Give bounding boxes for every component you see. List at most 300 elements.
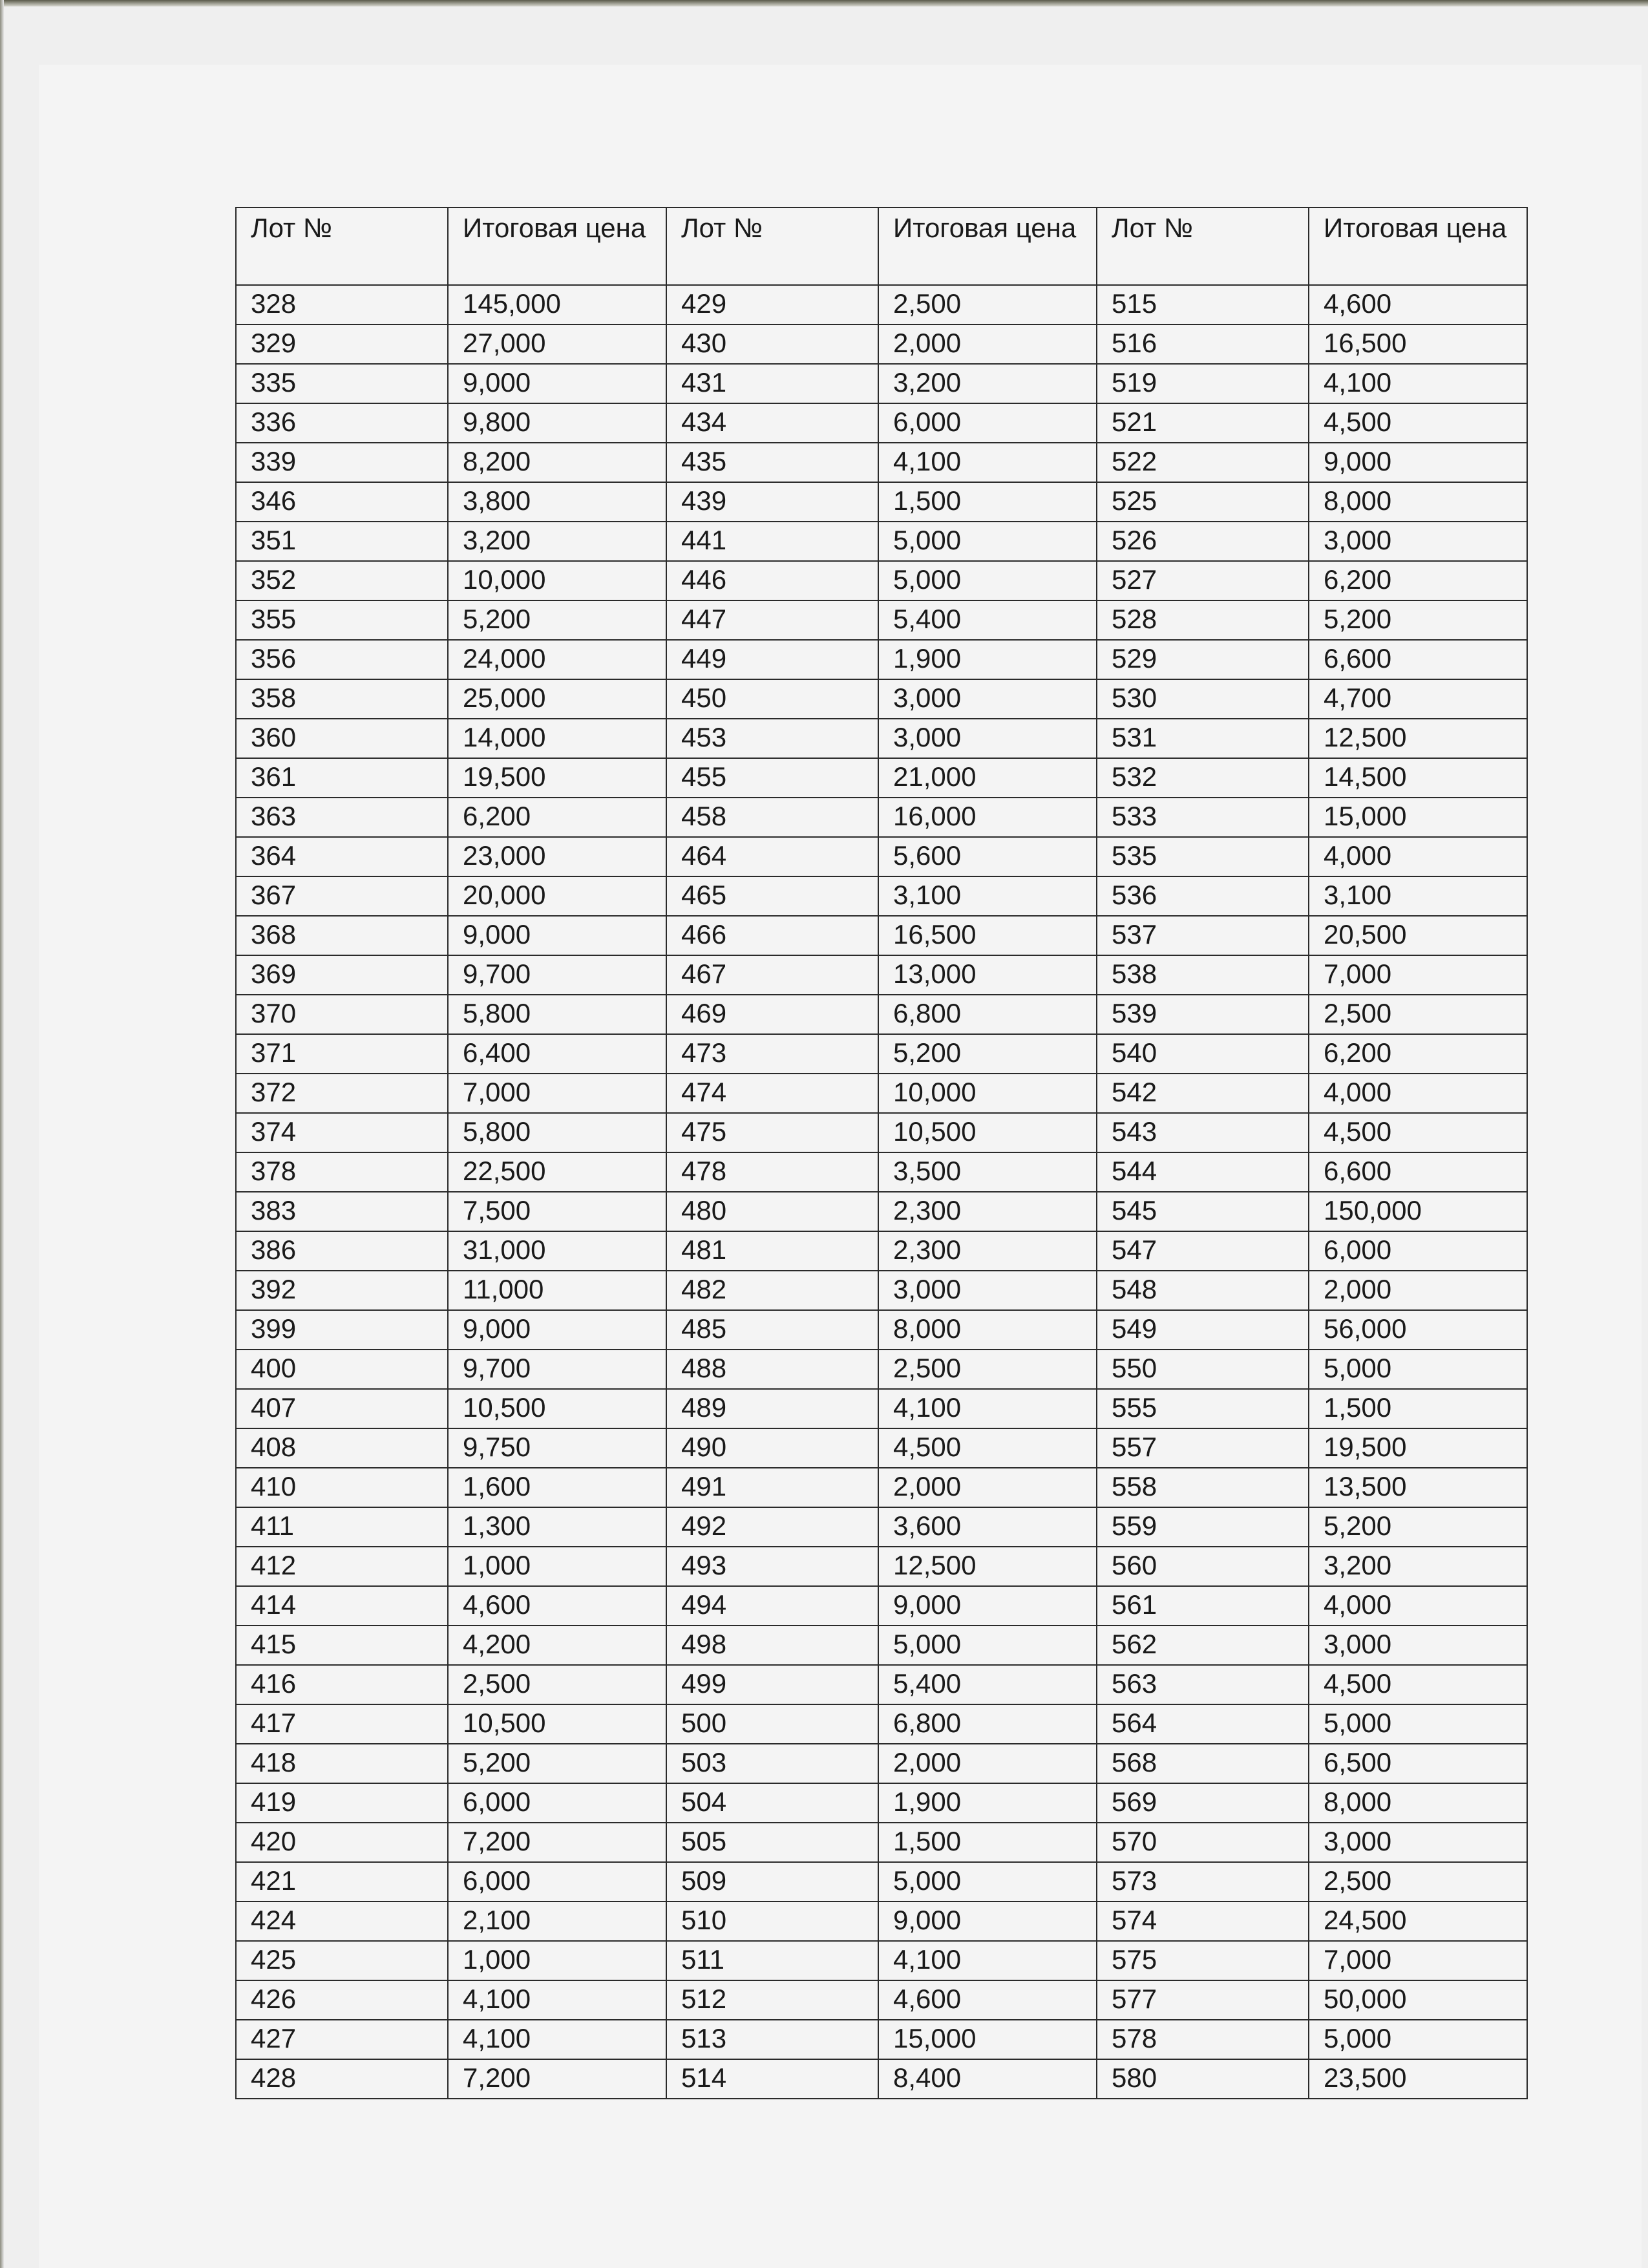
lot-number-cell: 370 [236, 995, 448, 1034]
lot-number-cell: 543 [1097, 1113, 1309, 1152]
final-price-cell: 23,500 [1309, 2059, 1527, 2099]
final-price-cell: 5,000 [1309, 1350, 1527, 1389]
final-price-cell: 16,500 [1309, 324, 1527, 364]
lot-number-cell: 521 [1097, 403, 1309, 443]
table-row [236, 1862, 1527, 1902]
lot-number-cell: 336 [236, 403, 448, 443]
lot-number-cell: 455 [666, 758, 878, 798]
lot-number-cell: 578 [1097, 2020, 1309, 2059]
lot-number-cell: 542 [1097, 1074, 1309, 1113]
final-price-cell: 7,000 [448, 1074, 666, 1113]
lot-number-cell: 421 [236, 1862, 448, 1902]
final-price-cell: 1,900 [878, 640, 1097, 679]
lot-number-cell: 538 [1097, 955, 1309, 995]
lot-number-cell: 467 [666, 955, 878, 995]
table-row [236, 1350, 1527, 1389]
table-row [236, 916, 1527, 955]
lot-number-cell: 371 [236, 1034, 448, 1074]
lot-number-cell: 555 [1097, 1389, 1309, 1428]
final-price-cell: 9,000 [1309, 443, 1527, 482]
final-price-cell: 3,000 [878, 1271, 1097, 1310]
final-price-cell: 12,500 [878, 1547, 1097, 1586]
lot-number-cell: 434 [666, 403, 878, 443]
final-price-cell: 25,000 [448, 679, 666, 719]
final-price-cell: 13,000 [878, 955, 1097, 995]
lot-number-cell: 361 [236, 758, 448, 798]
table-row [236, 1507, 1527, 1547]
final-price-cell: 6,200 [1309, 561, 1527, 600]
lot-number-cell: 426 [236, 1980, 448, 2020]
table-row [236, 1034, 1527, 1074]
table-row [236, 482, 1527, 522]
lot-number-cell: 519 [1097, 364, 1309, 403]
lot-number-cell: 412 [236, 1547, 448, 1586]
final-price-cell: 16,000 [878, 798, 1097, 837]
column-header-lot-number: Лот № [236, 207, 448, 285]
lot-number-cell: 346 [236, 482, 448, 522]
lot-number-cell: 511 [666, 1941, 878, 1980]
lot-number-cell: 383 [236, 1192, 448, 1231]
lot-number-cell: 446 [666, 561, 878, 600]
lot-number-cell: 528 [1097, 600, 1309, 640]
column-header-lot-number: Лот № [1097, 207, 1309, 285]
final-price-cell: 4,100 [1309, 364, 1527, 403]
table-row [236, 1271, 1527, 1310]
final-price-cell: 2,500 [448, 1665, 666, 1704]
final-price-cell: 4,100 [878, 443, 1097, 482]
table-row [236, 1074, 1527, 1113]
table-row [236, 876, 1527, 916]
lot-number-cell: 505 [666, 1823, 878, 1862]
lot-number-cell: 562 [1097, 1626, 1309, 1665]
final-price-cell: 4,100 [878, 1941, 1097, 1980]
final-price-cell: 5,600 [878, 837, 1097, 876]
final-price-cell: 10,500 [878, 1113, 1097, 1152]
lot-number-cell: 473 [666, 1034, 878, 1074]
final-price-cell: 14,500 [1309, 758, 1527, 798]
final-price-cell: 3,800 [448, 482, 666, 522]
final-price-cell: 7,200 [448, 2059, 666, 2099]
final-price-cell: 5,000 [878, 1862, 1097, 1902]
table-row [236, 1980, 1527, 2020]
final-price-cell: 4,600 [878, 1980, 1097, 2020]
lot-number-cell: 547 [1097, 1231, 1309, 1271]
lot-number-cell: 531 [1097, 719, 1309, 758]
lot-number-cell: 364 [236, 837, 448, 876]
final-price-cell: 9,750 [448, 1428, 666, 1468]
final-price-cell: 8,000 [1309, 1783, 1527, 1823]
final-price-cell: 6,000 [1309, 1231, 1527, 1271]
final-price-cell: 56,000 [1309, 1310, 1527, 1350]
final-price-cell: 5,400 [878, 600, 1097, 640]
final-price-cell: 5,400 [878, 1665, 1097, 1704]
final-price-cell: 9,700 [448, 955, 666, 995]
final-price-cell: 10,500 [448, 1704, 666, 1744]
scan-edge-left [0, 0, 4, 2268]
lot-number-cell: 411 [236, 1507, 448, 1547]
final-price-cell: 4,000 [1309, 1074, 1527, 1113]
lot-number-cell: 414 [236, 1586, 448, 1626]
table-row [236, 955, 1527, 995]
lot-number-cell: 569 [1097, 1783, 1309, 1823]
final-price-cell: 6,000 [878, 403, 1097, 443]
table-row [236, 1665, 1527, 1704]
final-price-cell: 4,500 [878, 1428, 1097, 1468]
scan-edge-top [0, 0, 1648, 6]
column-header-lot-number: Лот № [666, 207, 878, 285]
final-price-cell: 7,200 [448, 1823, 666, 1862]
final-price-cell: 9,000 [878, 1902, 1097, 1941]
lot-number-cell: 431 [666, 364, 878, 403]
final-price-cell: 6,200 [1309, 1034, 1527, 1074]
final-price-cell: 6,200 [448, 798, 666, 837]
lot-number-cell: 481 [666, 1231, 878, 1271]
final-price-cell: 2,000 [878, 1744, 1097, 1783]
final-price-cell: 6,500 [1309, 1744, 1527, 1783]
lot-number-cell: 570 [1097, 1823, 1309, 1862]
final-price-cell: 2,000 [878, 324, 1097, 364]
final-price-cell: 6,000 [448, 1783, 666, 1823]
final-price-cell: 7,000 [1309, 955, 1527, 995]
lot-number-cell: 499 [666, 1665, 878, 1704]
lot-number-cell: 550 [1097, 1350, 1309, 1389]
final-price-cell: 19,500 [1309, 1428, 1527, 1468]
final-price-cell: 31,000 [448, 1231, 666, 1271]
final-price-cell: 20,000 [448, 876, 666, 916]
lot-number-cell: 368 [236, 916, 448, 955]
table-body [236, 285, 1527, 2099]
table-row [236, 561, 1527, 600]
final-price-cell: 21,000 [878, 758, 1097, 798]
lot-number-cell: 537 [1097, 916, 1309, 955]
final-price-cell: 3,000 [1309, 1626, 1527, 1665]
lot-number-cell: 356 [236, 640, 448, 679]
final-price-cell: 6,600 [1309, 1152, 1527, 1192]
table-row [236, 1428, 1527, 1468]
lot-number-cell: 329 [236, 324, 448, 364]
table-row [236, 1192, 1527, 1231]
table-row [236, 719, 1527, 758]
lot-number-cell: 449 [666, 640, 878, 679]
table-row [236, 837, 1527, 876]
lot-number-cell: 558 [1097, 1468, 1309, 1507]
final-price-cell: 5,000 [878, 522, 1097, 561]
final-price-cell: 2,500 [878, 1350, 1097, 1389]
lot-number-cell: 360 [236, 719, 448, 758]
lot-number-cell: 500 [666, 1704, 878, 1744]
lot-number-cell: 428 [236, 2059, 448, 2099]
lot-number-cell: 510 [666, 1902, 878, 1941]
lot-number-cell: 513 [666, 2020, 878, 2059]
lot-number-cell: 568 [1097, 1744, 1309, 1783]
lot-number-cell: 453 [666, 719, 878, 758]
final-price-cell: 4,600 [1309, 285, 1527, 324]
final-price-cell: 1,300 [448, 1507, 666, 1547]
final-price-cell: 19,500 [448, 758, 666, 798]
table-row [236, 1704, 1527, 1744]
table-row [236, 1586, 1527, 1626]
final-price-cell: 4,500 [1309, 1665, 1527, 1704]
table-row [236, 1626, 1527, 1665]
lot-number-cell: 488 [666, 1350, 878, 1389]
lot-number-cell: 478 [666, 1152, 878, 1192]
final-price-cell: 5,200 [878, 1034, 1097, 1074]
final-price-cell: 5,200 [448, 600, 666, 640]
table-row [236, 600, 1527, 640]
lot-number-cell: 503 [666, 1744, 878, 1783]
final-price-cell: 1,900 [878, 1783, 1097, 1823]
lot-number-cell: 535 [1097, 837, 1309, 876]
lot-number-cell: 355 [236, 600, 448, 640]
final-price-cell: 5,800 [448, 995, 666, 1034]
lot-number-cell: 494 [666, 1586, 878, 1626]
header-row [236, 207, 1527, 285]
lot-number-cell: 575 [1097, 1941, 1309, 1980]
lot-number-cell: 410 [236, 1468, 448, 1507]
lot-number-cell: 533 [1097, 798, 1309, 837]
final-price-cell: 3,500 [878, 1152, 1097, 1192]
lot-number-cell: 408 [236, 1428, 448, 1468]
lot-number-cell: 574 [1097, 1902, 1309, 1941]
table-row [236, 798, 1527, 837]
lot-number-cell: 363 [236, 798, 448, 837]
final-price-cell: 6,800 [878, 995, 1097, 1034]
final-price-cell: 1,500 [1309, 1389, 1527, 1428]
lot-number-cell: 516 [1097, 324, 1309, 364]
lot-number-cell: 512 [666, 1980, 878, 2020]
final-price-cell: 2,500 [878, 285, 1097, 324]
lot-number-cell: 563 [1097, 1665, 1309, 1704]
table-row [236, 1389, 1527, 1428]
final-price-cell: 10,500 [448, 1389, 666, 1428]
table-row [236, 285, 1527, 324]
final-price-cell: 5,200 [1309, 1507, 1527, 1547]
lot-number-cell: 548 [1097, 1271, 1309, 1310]
lot-number-cell: 482 [666, 1271, 878, 1310]
lot-number-cell: 367 [236, 876, 448, 916]
lot-number-cell: 540 [1097, 1034, 1309, 1074]
lot-number-cell: 351 [236, 522, 448, 561]
lot-number-cell: 560 [1097, 1547, 1309, 1586]
final-price-cell: 3,000 [878, 679, 1097, 719]
table-row [236, 364, 1527, 403]
lot-results-table [235, 207, 1528, 2099]
lot-number-cell: 418 [236, 1744, 448, 1783]
final-price-cell: 145,000 [448, 285, 666, 324]
final-price-cell: 13,500 [1309, 1468, 1527, 1507]
table-row [236, 443, 1527, 482]
final-price-cell: 8,000 [878, 1310, 1097, 1350]
table-row [236, 403, 1527, 443]
lot-number-cell: 536 [1097, 876, 1309, 916]
final-price-cell: 5,000 [878, 561, 1097, 600]
final-price-cell: 7,000 [1309, 1941, 1527, 1980]
final-price-cell: 5,200 [1309, 600, 1527, 640]
final-price-cell: 9,000 [878, 1586, 1097, 1626]
lot-number-cell: 514 [666, 2059, 878, 2099]
table-row [236, 324, 1527, 364]
lot-number-cell: 515 [1097, 285, 1309, 324]
final-price-cell: 1,000 [448, 1547, 666, 1586]
lot-number-cell: 561 [1097, 1586, 1309, 1626]
table-row [236, 758, 1527, 798]
final-price-cell: 2,300 [878, 1192, 1097, 1231]
final-price-cell: 3,200 [1309, 1547, 1527, 1586]
table-row [236, 1152, 1527, 1192]
lot-number-cell: 458 [666, 798, 878, 837]
table-row [236, 1310, 1527, 1350]
table-row [236, 1744, 1527, 1783]
lot-number-cell: 577 [1097, 1980, 1309, 2020]
table-row [236, 1547, 1527, 1586]
lot-number-cell: 358 [236, 679, 448, 719]
table-row [236, 679, 1527, 719]
final-price-cell: 14,000 [448, 719, 666, 758]
final-price-cell: 3,000 [1309, 522, 1527, 561]
lot-number-cell: 539 [1097, 995, 1309, 1034]
final-price-cell: 10,000 [448, 561, 666, 600]
final-price-cell: 4,100 [448, 1980, 666, 2020]
final-price-cell: 3,100 [1309, 876, 1527, 916]
final-price-cell: 3,000 [1309, 1823, 1527, 1862]
lot-number-cell: 580 [1097, 2059, 1309, 2099]
final-price-cell: 4,700 [1309, 679, 1527, 719]
lot-number-cell: 545 [1097, 1192, 1309, 1231]
lot-number-cell: 509 [666, 1862, 878, 1902]
final-price-cell: 8,400 [878, 2059, 1097, 2099]
lot-number-cell: 466 [666, 916, 878, 955]
final-price-cell: 22,500 [448, 1152, 666, 1192]
lot-number-cell: 352 [236, 561, 448, 600]
lot-number-cell: 447 [666, 600, 878, 640]
table-row [236, 1113, 1527, 1152]
lot-number-cell: 549 [1097, 1310, 1309, 1350]
lot-number-cell: 415 [236, 1626, 448, 1665]
table-row [236, 2020, 1527, 2059]
table-row [236, 640, 1527, 679]
final-price-cell: 12,500 [1309, 719, 1527, 758]
lot-number-cell: 400 [236, 1350, 448, 1389]
final-price-cell: 3,200 [448, 522, 666, 561]
table-row [236, 522, 1527, 561]
lot-number-cell: 544 [1097, 1152, 1309, 1192]
lot-number-cell: 525 [1097, 482, 1309, 522]
column-header-final-price: Итоговая цена [1309, 207, 1527, 285]
lot-number-cell: 490 [666, 1428, 878, 1468]
table-row [236, 995, 1527, 1034]
lot-number-cell: 450 [666, 679, 878, 719]
lot-number-cell: 439 [666, 482, 878, 522]
lot-number-cell: 369 [236, 955, 448, 995]
final-price-cell: 1,500 [878, 482, 1097, 522]
table-row [236, 1941, 1527, 1980]
final-price-cell: 9,800 [448, 403, 666, 443]
column-header-final-price: Итоговая цена [448, 207, 666, 285]
lot-number-cell: 335 [236, 364, 448, 403]
final-price-cell: 24,000 [448, 640, 666, 679]
lot-number-cell: 419 [236, 1783, 448, 1823]
lot-number-cell: 429 [666, 285, 878, 324]
lot-number-cell: 339 [236, 443, 448, 482]
final-price-cell: 1,000 [448, 1941, 666, 1980]
lot-number-cell: 493 [666, 1547, 878, 1586]
final-price-cell: 16,500 [878, 916, 1097, 955]
lot-number-cell: 480 [666, 1192, 878, 1231]
final-price-cell: 4,500 [1309, 1113, 1527, 1152]
final-price-cell: 1,500 [878, 1823, 1097, 1862]
final-price-cell: 5,000 [878, 1626, 1097, 1665]
final-price-cell: 6,400 [448, 1034, 666, 1074]
final-price-cell: 27,000 [448, 324, 666, 364]
final-price-cell: 4,600 [448, 1586, 666, 1626]
lot-number-cell: 425 [236, 1941, 448, 1980]
table-row [236, 1231, 1527, 1271]
final-price-cell: 9,000 [448, 916, 666, 955]
final-price-cell: 3,200 [878, 364, 1097, 403]
final-price-cell: 5,000 [1309, 1704, 1527, 1744]
lot-number-cell: 399 [236, 1310, 448, 1350]
final-price-cell: 11,000 [448, 1271, 666, 1310]
final-price-cell: 9,000 [448, 364, 666, 403]
final-price-cell: 7,500 [448, 1192, 666, 1231]
lot-number-cell: 435 [666, 443, 878, 482]
final-price-cell: 4,000 [1309, 1586, 1527, 1626]
lot-number-cell: 529 [1097, 640, 1309, 679]
lot-number-cell: 378 [236, 1152, 448, 1192]
lot-number-cell: 464 [666, 837, 878, 876]
lot-number-cell: 427 [236, 2020, 448, 2059]
final-price-cell: 6,800 [878, 1704, 1097, 1744]
final-price-cell: 2,500 [1309, 995, 1527, 1034]
lot-number-cell: 392 [236, 1271, 448, 1310]
final-price-cell: 8,000 [1309, 482, 1527, 522]
final-price-cell: 5,800 [448, 1113, 666, 1152]
final-price-cell: 9,700 [448, 1350, 666, 1389]
lot-number-cell: 424 [236, 1902, 448, 1941]
lot-number-cell: 564 [1097, 1704, 1309, 1744]
lot-number-cell: 504 [666, 1783, 878, 1823]
final-price-cell: 2,000 [878, 1468, 1097, 1507]
lot-number-cell: 522 [1097, 443, 1309, 482]
lot-number-cell: 407 [236, 1389, 448, 1428]
lot-number-cell: 498 [666, 1626, 878, 1665]
lot-number-cell: 420 [236, 1823, 448, 1862]
final-price-cell: 4,200 [448, 1626, 666, 1665]
final-price-cell: 2,300 [878, 1231, 1097, 1271]
final-price-cell: 3,000 [878, 719, 1097, 758]
final-price-cell: 1,600 [448, 1468, 666, 1507]
table-row [236, 1902, 1527, 1941]
final-price-cell: 2,000 [1309, 1271, 1527, 1310]
final-price-cell: 4,000 [1309, 837, 1527, 876]
final-price-cell: 20,500 [1309, 916, 1527, 955]
table-row [236, 1783, 1527, 1823]
lot-number-cell: 532 [1097, 758, 1309, 798]
lot-number-cell: 474 [666, 1074, 878, 1113]
table-row [236, 1468, 1527, 1507]
lot-number-cell: 489 [666, 1389, 878, 1428]
lot-number-cell: 386 [236, 1231, 448, 1271]
lot-number-cell: 417 [236, 1704, 448, 1744]
final-price-cell: 15,000 [1309, 798, 1527, 837]
final-price-cell: 15,000 [878, 2020, 1097, 2059]
lot-number-cell: 441 [666, 522, 878, 561]
final-price-cell: 50,000 [1309, 1980, 1527, 2020]
lot-number-cell: 374 [236, 1113, 448, 1152]
final-price-cell: 2,500 [1309, 1862, 1527, 1902]
final-price-cell: 9,000 [448, 1310, 666, 1350]
final-price-cell: 5,200 [448, 1744, 666, 1783]
